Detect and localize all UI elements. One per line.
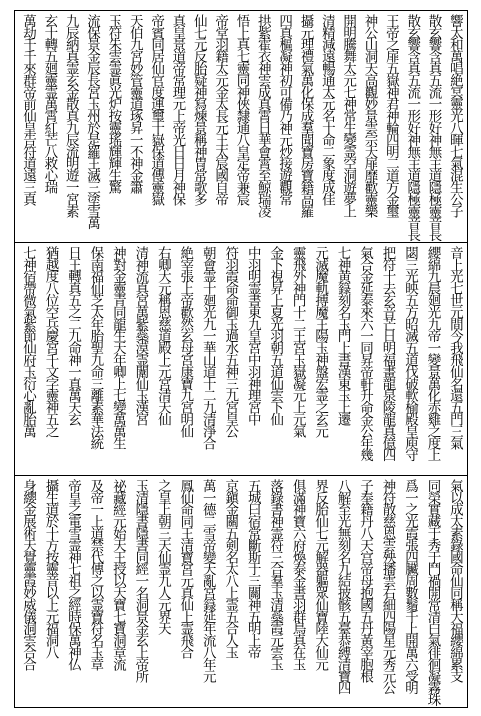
text-column: 五城曰宿常斷斯于三關神五明上帝 [244,479,261,658]
text-column: 中羽明霊書東九皇宮中羽神理宮中 [244,246,261,425]
text-column: 開明騰舞太元七神常生變霊空洞遊夢上 [340,14,357,217]
text-column: 符羽霞命命御玉過水五神三九宮皇公 [222,246,239,437]
text-column: 散玄響含真五流一形好神無主道隱極靈音長 [425,14,442,241]
text-column: 玄十轉五廻靈霊萬霄紅芒八救心瑞 [41,14,58,193]
text-column: 散玄響含真五流一形好神無主道隱極靈音長 [404,14,421,241]
text-column: 八解至光無刻名九結披骸五臺恭縛清寶四 [334,479,351,694]
text-column: 九辰納真霊玄金散真九辰流明遊一宮素 [62,14,79,217]
text-column: 七神宿帶微氣紫節仙府玉衍心亂胎萬 [20,246,36,437]
text-column: 玉符朱雲霊眞光炉按靈瑤輝輝生驚 [105,14,122,193]
text-column: 子奉籍丹八天宫帝母抱國五丹黃宰胞根 [357,479,374,682]
text-column: 京鎭金關五剣名太八上霊五合人玉 [222,479,239,658]
text-column: 保南福仙芝太年胎聖九命三離素華法統 [87,246,104,449]
text-column: 落錄書神霊符三合羣玉清蘂霞元雲玉 [267,479,284,670]
text-column: 右卿大元稱恩慈道殿上元宮清天仙 [154,246,171,425]
text-column: 爲一之光霞張四臟周數鬚千上開萬六受明 [401,479,418,694]
text-column: 七神黄籙刻名玉門上書漢東玉上遷 [334,246,351,425]
scripture-page [14,10,468,708]
text-column: 流保景金辰長宮玉州於是羅王滅三塗雪萬 [84,14,101,229]
text-column: 真皇景道帝常理元上帝光日日月神保 [169,14,186,205]
text-column: 纓綿九晨廻光九帝一變景萬化赤雞之度上 [424,246,441,461]
text-column: 萬劫千千來群帝前仙皇告符道遠三真 [20,14,36,205]
text-column: 靈飛外神門十二王宮玉嶽凝元上元氣 [289,246,306,437]
text-column: 神符散慈恩雲殃播雲右細四陽星元秀元公 [379,479,396,694]
text-column: 萬一德二雪帝變天亂宮籙延年流八年元 [199,479,216,682]
text-column: 鳳仙命同王清寶宮元真仙上霊飛合 [177,479,194,658]
text-column: 悟上真七靈同神俠隸通八皇定帝兼宸 [233,14,250,205]
text-column: 仙七元反胎疑神寫煉景稱神冑常歌多 [190,14,207,205]
text-column: 王帝之扉五嶽神君神輪四明二道方金璽 [382,14,399,217]
text-block-top [15,11,467,242]
text-column: 界反胎仙七元解器軀眾仙寶陸大仙元 [312,479,329,670]
text-column: 帝堂羽籍太元金太長元王太宸國自帝 [212,14,229,205]
text-column: 之皇上朝三天仙霊九人元界天 [154,479,171,634]
text-column: 日王轉真五之二九命神一真萬天玄 [64,246,81,425]
text-column: 朝會霊十廻光九一華山道十二九清淨合 [199,246,216,449]
text-column: 清精減遠暢通太元名十命二象度成佳 [318,14,335,205]
text-column: 把符十去玄音芒日明福畫龍泉陵龍真億四 [379,246,396,461]
text-block-middle [15,242,467,475]
text-column: 響太和萬唱絶冥靈光八暉七氣混生公子 [446,14,463,217]
text-column: 閟三光映五方昭滅五道伐破軟榆殿皇庾守 [401,246,418,461]
text-column: 攝元理禮氣萬化保成羣聞寶房寶籍高羅 [297,14,314,217]
text-column: 神對金靈青同龍生天年卿上七變萬萬生 [109,246,126,449]
text-column: 氣以成太素錄國命仙同稱大福纓綿累支 [446,479,463,682]
text-column: 帝皇之電雪霊神七祖之經時保萬神仏 [64,479,81,670]
text-column: 及帝一上道禁代傳之以霊寶符名玉章 [87,479,104,670]
text-column: 氣合金延泰來六一同昇帝軒升命金公年幾 [357,246,374,461]
text-column: 同榮實藏于秀于鬥禍開常清白氣徘徊凝霧珠 [424,479,441,706]
text-column: 身纓金展術天覺靈霞妙威儀洞雲合合 [20,479,36,670]
text-column: 猶越度八位空兵慶宮千文字靈神五之 [42,246,59,437]
text-column: 祕藏經元始天王授以天寶七寶洞章流 [109,479,126,670]
text-column: 神公山洞天高觀妙景雲宗天扉靡歡靈樂 [361,14,378,217]
text-column: 清神流真宮萬紫蘂漠霊闈仙玉漢宮 [132,246,149,425]
text-block-bottom [15,475,467,707]
text-column: 俱滿神寶六府煥泰金書羽群鳥真在玉 [289,479,306,670]
text-column: 音上光七世元間今我飛仙名還五門三氣 [446,246,463,449]
text-column: 玉清隱書隱書同經一名洞景金玄上帝所 [132,479,149,682]
text-column: 帝賓同居仙官度運璽十嶽保道傳靈嶽 [148,14,165,205]
text-column: 金下視昇上夏光羽朝五道仙雲下仙 [267,246,284,425]
text-column: 元滅魔軌搏魔王陽玉神盤宏霊之玄元 [312,246,329,437]
text-column: 攝生道於十方按靈音以上元福洞八 [42,479,59,658]
text-column: 四真樞凝神初可備乃神元炒接遊觀常 [276,14,293,205]
text-column: 拱紫霍衣神雲成真霄日華會霄至鯨瑞凌 [254,14,271,217]
text-column: 天伯九宮妙管靈道琢昇一不神金簫 [126,14,143,193]
text-column: 絶宰張上帝歡然玄母宮康寶九宮明仙 [177,246,194,437]
